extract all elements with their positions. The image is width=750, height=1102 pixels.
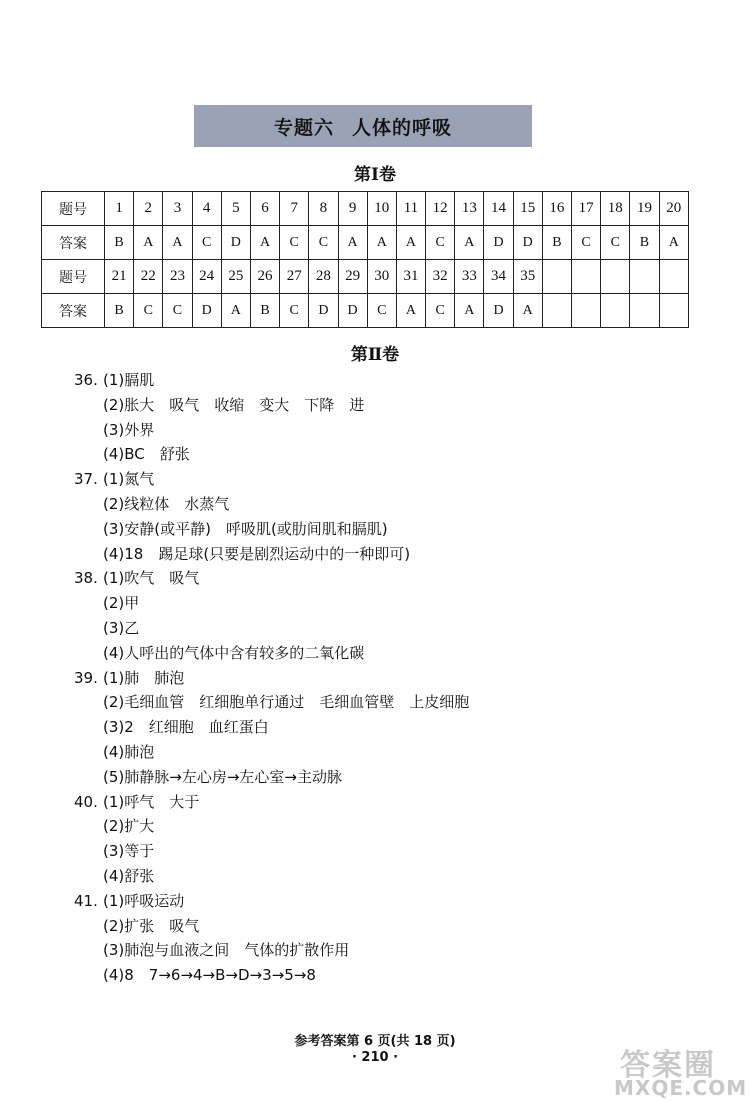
answer-text: (4)肺泡 [103, 743, 155, 761]
watermark-url: MXQE.COM [614, 1076, 748, 1100]
table-cell: 12 [426, 192, 455, 226]
table-cell: B [250, 294, 279, 328]
table-cell: C [572, 226, 601, 260]
table-cell [659, 294, 688, 328]
table-cell: C [192, 226, 221, 260]
answer-text: (2)扩大 [103, 817, 155, 835]
answer-text: (3)乙 [103, 619, 140, 637]
table-cell: 31 [396, 260, 425, 294]
table-cell: A [455, 226, 484, 260]
table-cell: C [367, 294, 396, 328]
table-cell: 10 [367, 192, 396, 226]
table-row [42, 226, 689, 260]
answer-text: (2)甲 [103, 594, 140, 612]
answer-table [41, 191, 689, 328]
question-number: 38. [74, 569, 98, 587]
answer-text: (4)BC 舒张 [103, 445, 190, 463]
answer-text: (5)肺静脉→左心房→左心室→主动脉 [103, 768, 342, 786]
page-footer: 参考答案第 6 页(共 18 页) [294, 1034, 456, 1049]
table-cell [601, 260, 630, 294]
table-row [42, 192, 689, 226]
question-number: 39. [74, 669, 98, 687]
table-row [42, 294, 689, 328]
table-cell: A [396, 294, 425, 328]
topic-title-banner [194, 105, 532, 147]
answer-text: (4)人呼出的气体中含有较多的二氧化碳 [103, 644, 365, 662]
table-cell: A [396, 226, 425, 260]
answer-text: (1)氮气 [103, 470, 155, 488]
table-cell: A [134, 226, 163, 260]
answer-text: (3)等于 [103, 842, 155, 860]
table-cell: A [338, 226, 367, 260]
table-cell: A [513, 294, 542, 328]
table-cell: 29 [338, 260, 367, 294]
table-cell: 7 [280, 192, 309, 226]
table-cell: A [367, 226, 396, 260]
table-cell: 17 [572, 192, 601, 226]
table-cell: 24 [192, 260, 221, 294]
table-cell: 13 [455, 192, 484, 226]
table-cell: 1 [105, 192, 134, 226]
table-row [42, 260, 689, 294]
table-cell: C [426, 294, 455, 328]
table-cell [542, 260, 571, 294]
row-header: 题号 [42, 260, 105, 294]
table-cell: 33 [455, 260, 484, 294]
table-cell: 26 [250, 260, 279, 294]
table-cell: 21 [105, 260, 134, 294]
table-cell: 16 [542, 192, 571, 226]
watermark-text: 答案圈 [620, 1048, 716, 1083]
table-cell: 27 [280, 260, 309, 294]
table-cell: 8 [309, 192, 338, 226]
table-cell: B [105, 226, 134, 260]
table-cell: D [309, 294, 338, 328]
answer-text: (1)呼吸运动 [103, 892, 185, 910]
table-cell: A [163, 226, 192, 260]
table-cell: 2 [134, 192, 163, 226]
topic-number: 专题六 [273, 116, 334, 139]
table-cell: 25 [221, 260, 250, 294]
row-header: 答案 [42, 294, 105, 328]
answer-text: (3)外界 [103, 421, 155, 439]
table-cell: 30 [367, 260, 396, 294]
table-cell: B [105, 294, 134, 328]
table-cell: A [250, 226, 279, 260]
table-cell: C [601, 226, 630, 260]
answer-text: (2)线粒体 水蒸气 [103, 495, 230, 513]
table-cell: A [659, 226, 688, 260]
table-cell: D [221, 226, 250, 260]
answer-text: (1)呼气 大于 [103, 793, 200, 811]
table-cell: 3 [163, 192, 192, 226]
section-one-heading: 第Ⅰ卷 [354, 165, 396, 185]
answer-text: (2)胀大 吸气 收缩 变大 下降 进 [103, 396, 365, 414]
table-cell: 28 [309, 260, 338, 294]
table-cell: D [338, 294, 367, 328]
table-cell: D [513, 226, 542, 260]
table-cell [572, 260, 601, 294]
question-number: 36. [74, 371, 98, 389]
row-header: 题号 [42, 192, 105, 226]
table-cell: D [484, 226, 513, 260]
answer-text: (1)膈肌 [103, 371, 155, 389]
answer-text: (4)18 踢足球(只要是剧烈运动中的一种即可) [103, 545, 411, 563]
table-cell [572, 294, 601, 328]
answer-text: (2)毛细血管 红细胞单行通过 毛细血管壁 上皮细胞 [103, 693, 470, 711]
table-cell: 32 [426, 260, 455, 294]
table-cell [659, 260, 688, 294]
topic-name: 人体的呼吸 [352, 116, 453, 139]
answer-text: (3)安静(或平静) 呼吸肌(或肋间肌和膈肌) [103, 520, 388, 538]
table-cell: 22 [134, 260, 163, 294]
answer-text: (1)肺 肺泡 [103, 669, 185, 687]
table-cell: 4 [192, 192, 221, 226]
table-cell: 15 [513, 192, 542, 226]
site-watermark-logo [612, 1040, 748, 1100]
table-cell: C [280, 294, 309, 328]
table-cell: A [455, 294, 484, 328]
table-cell: 35 [513, 260, 542, 294]
answer-text: (4)舒张 [103, 867, 155, 885]
answer-text: (1)吹气 吸气 [103, 569, 200, 587]
answer-text: (3)2 红细胞 血红蛋白 [103, 718, 269, 736]
table-cell: 6 [250, 192, 279, 226]
question-number: 40. [74, 793, 98, 811]
table-cell: C [309, 226, 338, 260]
row-header: 答案 [42, 226, 105, 260]
table-cell: 19 [630, 192, 659, 226]
answer-text: (2)扩张 吸气 [103, 917, 200, 935]
table-cell: 9 [338, 192, 367, 226]
table-cell: D [484, 294, 513, 328]
question-number: 37. [74, 470, 98, 488]
table-cell: B [542, 226, 571, 260]
page-number: · 210 · [351, 1050, 399, 1065]
table-cell: 5 [221, 192, 250, 226]
table-cell: A [221, 294, 250, 328]
table-cell: 34 [484, 260, 513, 294]
table-cell: D [192, 294, 221, 328]
table-cell: 20 [659, 192, 688, 226]
table-cell: 23 [163, 260, 192, 294]
table-cell: C [134, 294, 163, 328]
table-cell: B [630, 226, 659, 260]
table-cell: C [426, 226, 455, 260]
answer-text: (4)8 7→6→4→B→D→3→5→8 [103, 966, 316, 984]
section-two-heading: 第Ⅱ卷 [350, 345, 400, 365]
table-cell [601, 294, 630, 328]
table-cell: C [163, 294, 192, 328]
table-cell: 11 [396, 192, 425, 226]
table-cell: 14 [484, 192, 513, 226]
table-cell [630, 260, 659, 294]
answer-text: (3)肺泡与血液之间 气体的扩散作用 [103, 941, 350, 959]
question-number: 41. [74, 892, 98, 910]
table-cell: C [280, 226, 309, 260]
table-cell [630, 294, 659, 328]
table-cell: 18 [601, 192, 630, 226]
table-cell [542, 294, 571, 328]
